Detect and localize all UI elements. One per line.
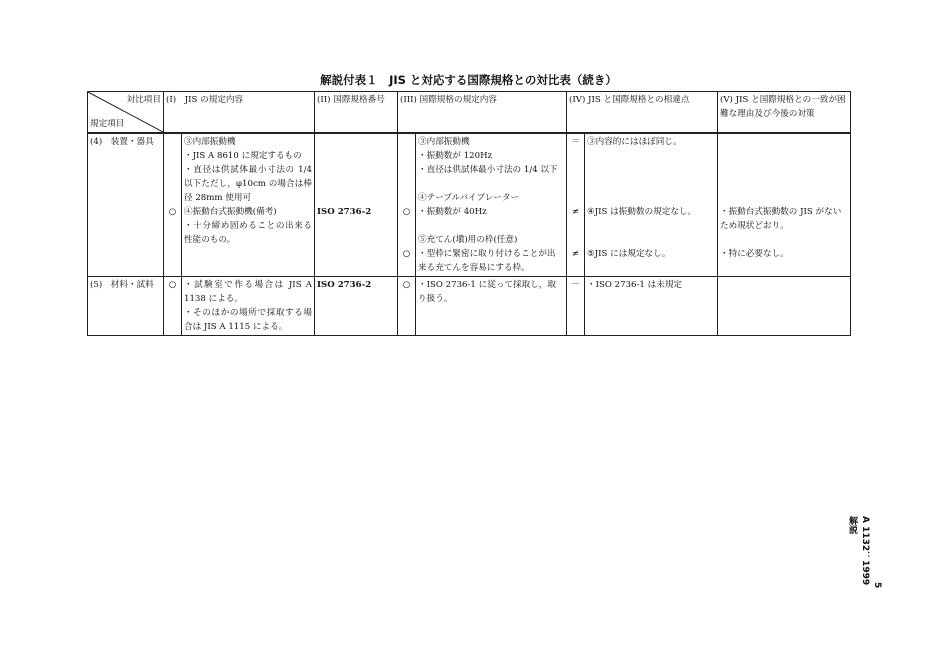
row5-reason-content bbox=[718, 277, 851, 336]
row4-iso-p3: ・直径は供試体最小寸法の 1/4 以下 bbox=[418, 165, 558, 175]
row4-iso-mark6: ○ bbox=[402, 249, 411, 259]
row5-jis-content bbox=[182, 277, 315, 336]
corner-top-label: 対比項目 bbox=[126, 95, 161, 105]
row5-diff-content bbox=[585, 277, 718, 336]
header-col2: (II) 国際規格番号 bbox=[315, 92, 398, 134]
row4-iso-p1: ③内部振動機 bbox=[418, 137, 470, 147]
row4-jis-p3: ・直径は供試体最小寸法の 1/4 以下ただし，φ10cm の場合は棒径 28mm 使用可 bbox=[184, 165, 312, 203]
row4-reason-content bbox=[718, 133, 851, 277]
row4-diff-p2: ④JIS は振動数の規定なし。 bbox=[587, 207, 697, 217]
row5-jis-p1: ・試験室で作る場合は JIS A 1138 による。 bbox=[184, 280, 312, 304]
table-title: 解説付表１ JIS と対応する国際規格との対比表（続き） bbox=[320, 73, 617, 87]
row4-iso-p6: ⑤充てん(塡)用の枠(任意) bbox=[418, 235, 518, 245]
row5-diff-mark: － bbox=[567, 277, 585, 336]
row4-jis-p2: ・JIS A 8610 に規定するもの bbox=[184, 151, 302, 161]
table-row bbox=[88, 133, 851, 277]
header-col5: (V) JIS と国際規格との一致が困難な理由及び今後の対策 bbox=[718, 92, 851, 134]
row4-diff-mark3: ≠ bbox=[571, 249, 580, 259]
row4-iso-mark4: ○ bbox=[402, 207, 411, 217]
row5-jis-mark: ○ bbox=[164, 277, 182, 336]
row4-iso-number bbox=[315, 133, 398, 277]
row4-jis-p5: ・十分締め固めることの出来る性能のもの。 bbox=[184, 221, 312, 245]
row4-jis-content bbox=[182, 133, 315, 277]
row4-diff-mark2: ≠ bbox=[571, 207, 580, 217]
row4-iso-p5: ・振動数が 40Hz bbox=[418, 207, 487, 217]
row5-jis-p2: ・そのほかの場所で採取する場合は JIS A 1115 による。 bbox=[184, 308, 312, 332]
row4-diff-p1: ③内容的にはほぼ同じ。 bbox=[587, 137, 682, 147]
comparison-table bbox=[87, 91, 851, 336]
row4-iso-content bbox=[416, 133, 567, 277]
header-col4: (IV) JIS と国際規格との相違点 bbox=[567, 92, 718, 134]
row4-diff-mark bbox=[567, 133, 585, 277]
row4-iso-mark bbox=[398, 133, 416, 277]
corner-bottom-label: 規定項目 bbox=[90, 119, 125, 129]
header-col1: (I) JIS の規定内容 bbox=[164, 92, 315, 134]
row5-item: (5) 材料・試料 bbox=[88, 277, 164, 336]
page-number: 5 bbox=[872, 582, 882, 589]
corner-header bbox=[88, 92, 164, 134]
row4-diff-mark1: ＝ bbox=[571, 137, 580, 147]
row5-iso-mark: ○ bbox=[398, 277, 416, 336]
row4-jis-p1: ③内部振動機 bbox=[184, 137, 236, 147]
header-col3: (III) 国際規格の規定内容 bbox=[398, 92, 567, 134]
row4-item: (4) 装置・器具 bbox=[88, 133, 164, 277]
row5-iso-p1: ・ISO 2736-1 に従って採取し，取り扱う。 bbox=[418, 280, 556, 304]
row5-diff-p1: ・ISO 2736-1 は未規定 bbox=[587, 280, 683, 290]
row4-jis-mark4: ○ bbox=[168, 207, 177, 217]
row4-diff-content bbox=[585, 133, 718, 277]
row4-iso-p7: ・型枠に緊密に取り付けることが出来る充てんを容易にする枠。 bbox=[418, 249, 556, 273]
table-row bbox=[88, 277, 851, 336]
row4-jis-mark bbox=[164, 133, 182, 277]
document-id: A 1132：1999 解説 bbox=[847, 516, 870, 595]
row4-reason-p1: ・振動台式振動数の JIS がないため現状どおり。 bbox=[720, 207, 842, 231]
row4-jis-p4: ④振動台式振動機(備考) bbox=[184, 207, 277, 217]
row4-reason-p2: ・特に必要なし。 bbox=[720, 249, 789, 259]
row4-diff-p3: ⑤JIS には規定なし。 bbox=[587, 249, 671, 259]
header-row bbox=[88, 92, 851, 134]
row4-iso-p2: ・振動数が 120Hz bbox=[418, 151, 493, 161]
row5-iso-content bbox=[416, 277, 567, 336]
row4-iso-number-text: ISO 2736-2 bbox=[317, 207, 372, 217]
row5-iso-number: ISO 2736-2 bbox=[315, 277, 398, 336]
row4-iso-p4: ④テーブルバイブレーター bbox=[418, 193, 520, 203]
